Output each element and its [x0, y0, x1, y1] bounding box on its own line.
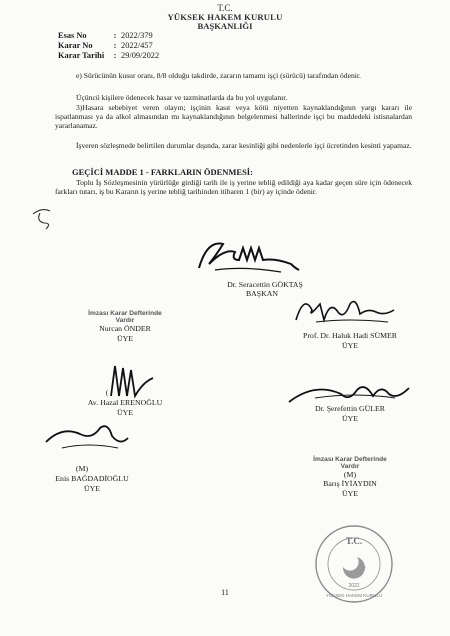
- member-name-guler: Dr. Şerefettin GÜLER: [315, 404, 385, 413]
- member-name-iyiaydin: Barış İYİAYDIN: [323, 479, 377, 488]
- member-mark-bagdadioglu: (M): [75, 464, 89, 473]
- margin-mark: [30, 205, 60, 235]
- president-signature: [195, 230, 305, 280]
- header-country: T.C.: [217, 3, 233, 13]
- member-name-sumer: Prof. Dr. Haluk Hadi SÜMER: [303, 331, 397, 340]
- paragraph-third-parties: Üçüncü kişilere ödenecek hasar ve tazminatlarda da bu yol uygulanır.: [76, 93, 288, 102]
- case-info-label: Esas No: [58, 31, 87, 40]
- member-signature-sumer: [290, 290, 400, 330]
- case-info-label: Karar No: [58, 41, 93, 50]
- seal-year: 2022: [348, 583, 360, 589]
- member-role-bagdadioglu: ÜYE: [83, 484, 101, 493]
- president-role: BAŞKAN: [245, 289, 279, 298]
- section-heading: GEÇİCİ MADDE 1 - FARKLARIN ÖDENMESİ:: [72, 167, 253, 177]
- seal-ring-text: YÜKSEK HAKEM KURULU: [325, 593, 383, 598]
- seal-top-text: T.C.: [345, 536, 363, 546]
- member-name-erenoglu: Av. Hazal ERENOĞLU: [87, 398, 163, 407]
- signature-book-note-2: Vardır: [115, 317, 135, 324]
- header-office: BAŞKANLIĞI: [197, 21, 253, 31]
- paragraph-3: 3)Hasara sebebiyet veren olayın; işçinin kasıt veya kötü niyetten kaynaklandığının yargı kararı ile ispatlanması ya da alkol almasından mı kaynaklandığının belgelenmesi hallerinde işçi bu maddedeki istisnalardan yararlanamaz.: [55, 103, 412, 131]
- paragraph-employer: İşveren sözleşmede belirtilen durumlar dışında, zarar kesinliği gibi nedenlerle işçi ücretinden kesinti yapamaz.: [76, 141, 412, 150]
- case-info-esas: Esas No : 2022/379: [58, 31, 153, 40]
- case-info-value: 29/09/2022: [121, 51, 160, 60]
- member-role-iyiaydin: ÜYE: [341, 489, 359, 498]
- member-name-onder: Nurcan ÖNDER: [99, 324, 151, 333]
- paragraph-temporary-article: Toplu İş Sözleşmesinin yürürlüğe girdiği tarih ile iş yerine tebliğ edildiği aya kadar geçen süre için ödenecek farkları tutarı, iş bu Kararın iş yerine tebliğ tarihinden itibaren 1 (bir) ay içinde ödenir.: [55, 178, 412, 197]
- member-role-onder: ÜYE: [116, 334, 134, 343]
- member-mark-iyiaydin: (M): [343, 470, 357, 479]
- president-name: Dr. Seracettin GÖKTAŞ: [227, 280, 303, 289]
- signature-book-note: İmzası Karar Defterinde: [313, 456, 387, 463]
- case-info-value: 2022/379: [121, 31, 153, 40]
- header-institution: YÜKSEK HAKEM KURULU: [167, 12, 283, 22]
- member-name-bagdadioglu: Enis BAĞDADİOĞLU: [55, 474, 129, 483]
- member-role-erenoglu: ÜYE: [116, 408, 134, 417]
- member-role-guler: ÜYE: [341, 414, 359, 423]
- member-mark-erenoglu: (: [105, 388, 109, 397]
- signature-book-note: İmzası Karar Defterinde: [88, 310, 162, 317]
- case-info-karar: Karar No : 2022/457: [58, 41, 153, 50]
- member-role-sumer: ÜYE: [341, 341, 359, 350]
- signature-book-note-2: Vardır: [340, 463, 360, 470]
- paragraph-e: e) Sürücünün kusur oranı, 8/8 olduğu takdirde, zararın tamamı işçi (sürücü) tarafından ödenir.: [76, 71, 361, 80]
- member-signature-erenoglu: [105, 360, 165, 400]
- case-info-date: Karar Tarihi : 29/09/2022: [58, 51, 160, 60]
- case-info-label: Karar Tarihi: [58, 51, 105, 60]
- member-signature-bagdadioglu: [42, 418, 132, 458]
- page-number: 11: [221, 588, 229, 597]
- case-info-value: 2022/457: [121, 41, 153, 50]
